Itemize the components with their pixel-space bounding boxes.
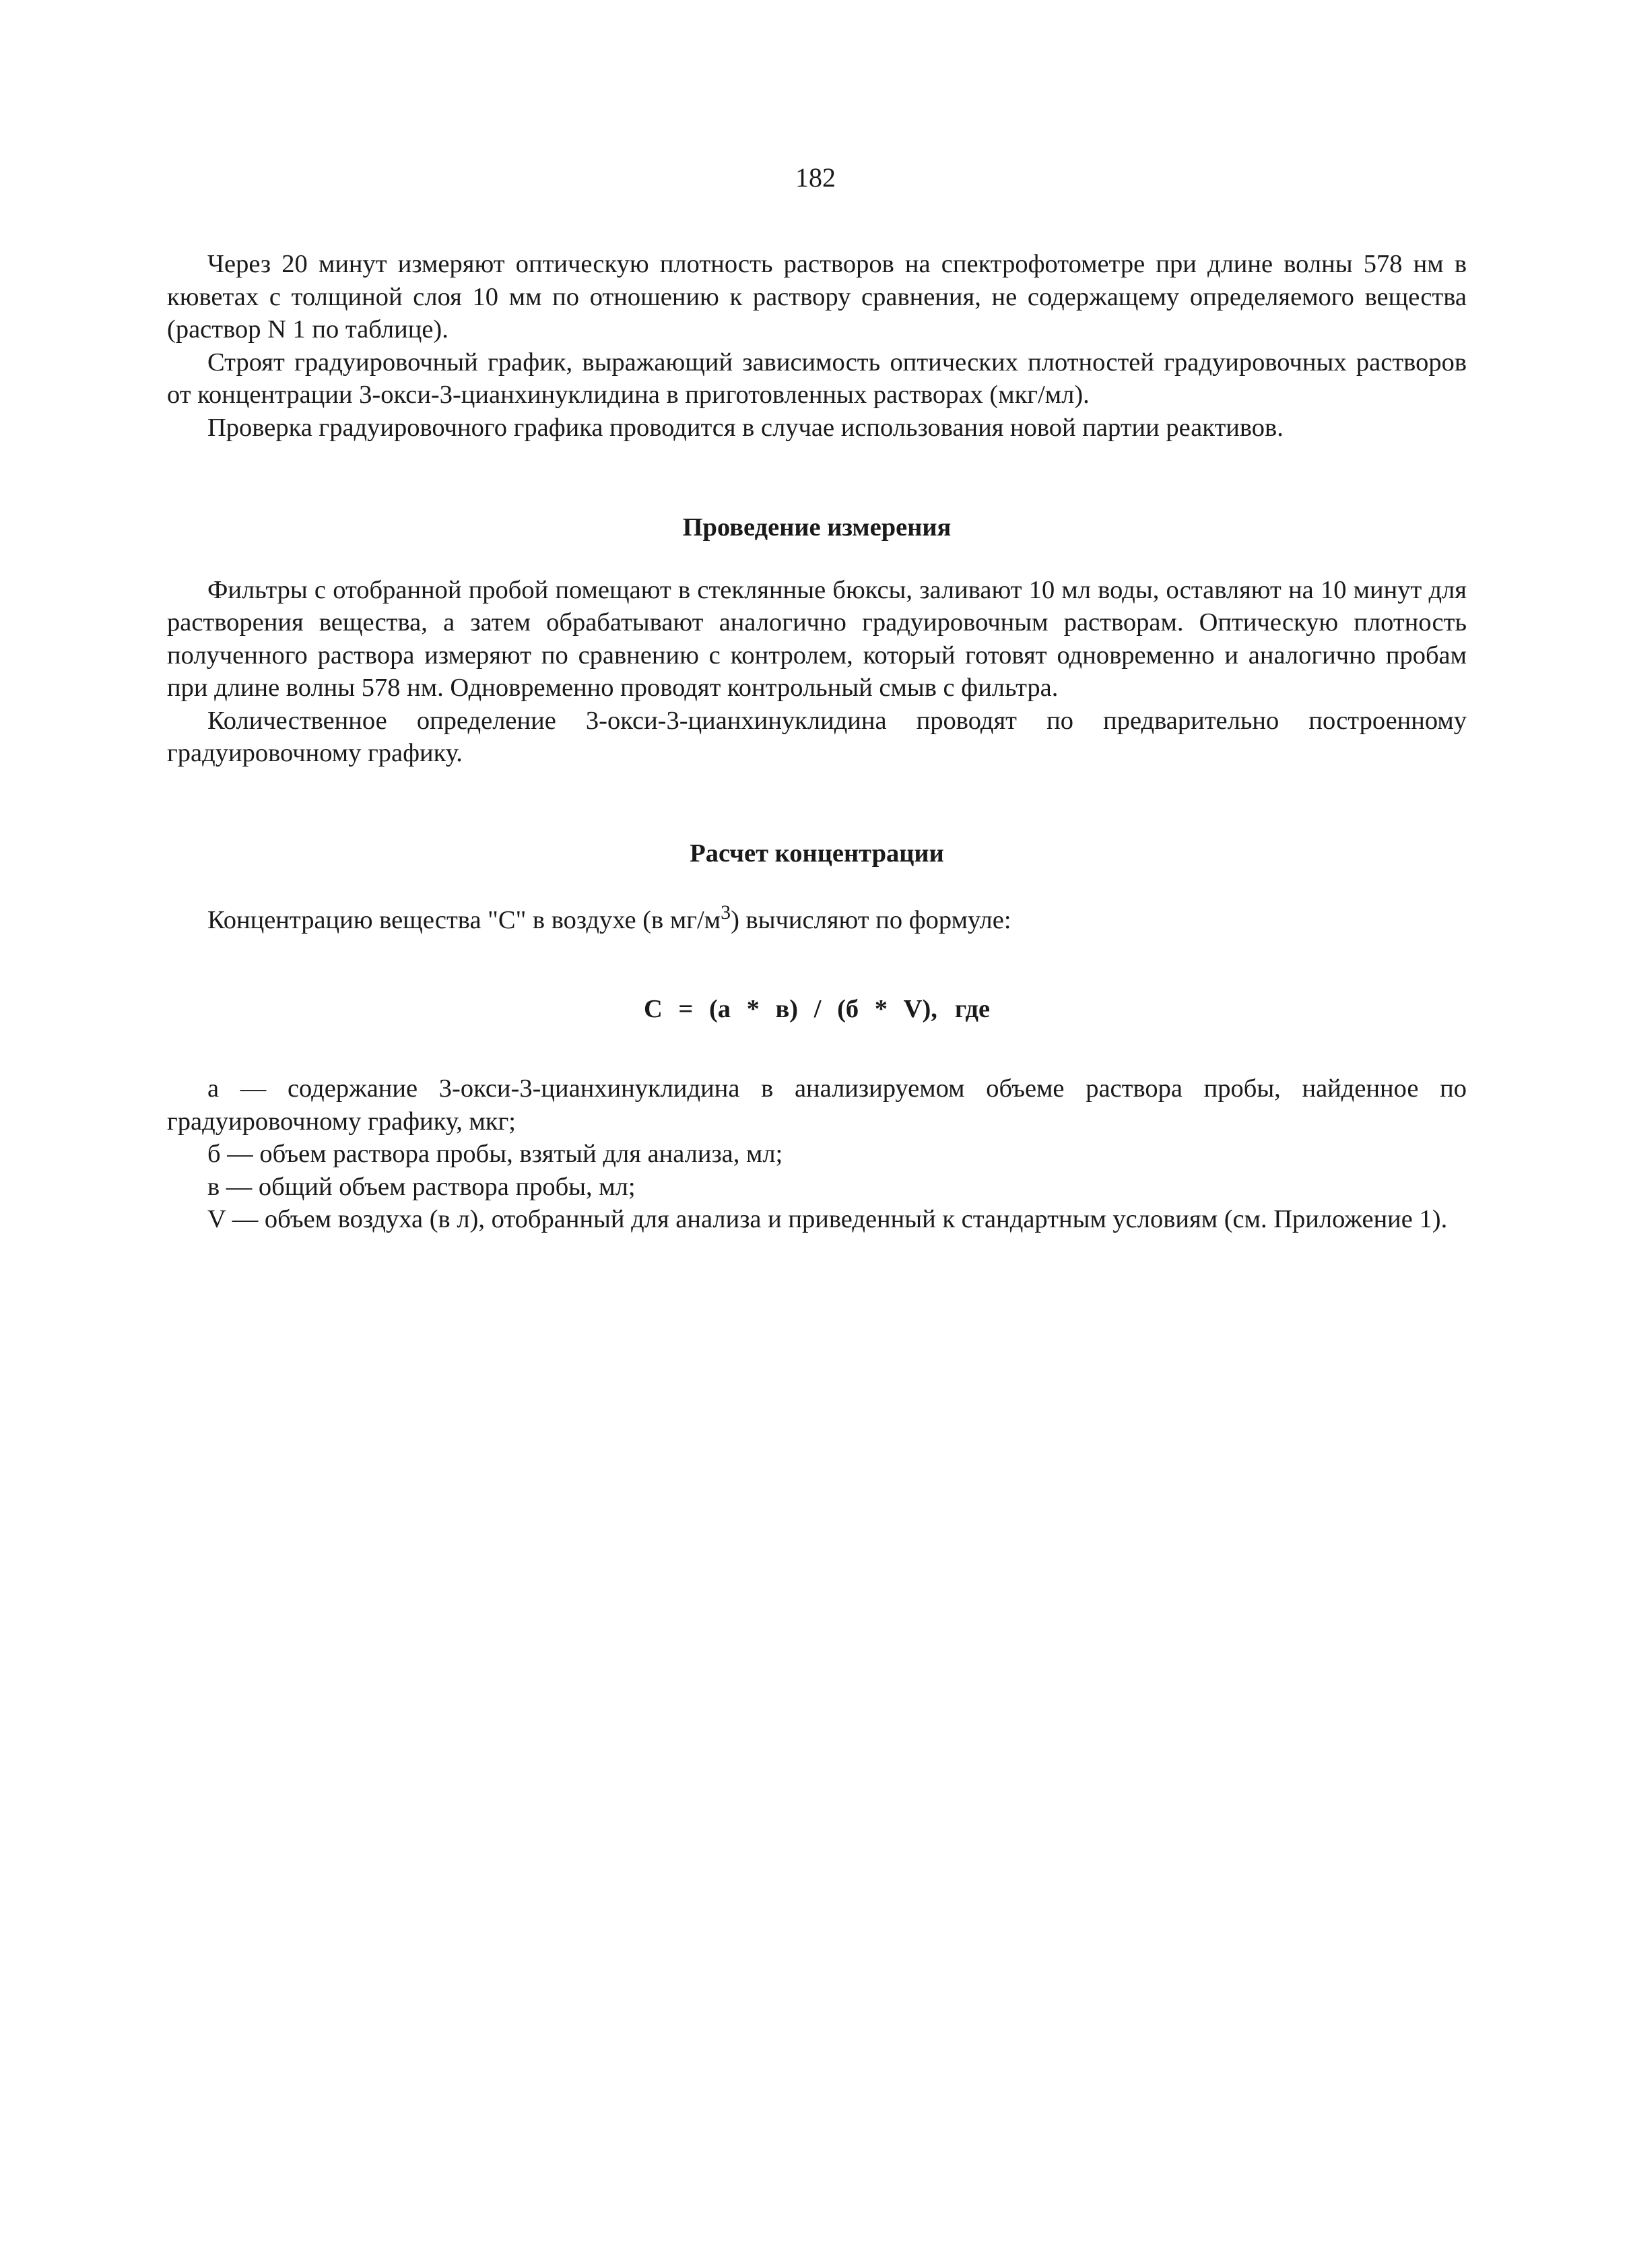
formula-intro [167, 893, 1467, 940]
concentration-formula [167, 993, 1467, 1026]
definition-volume: V — объем воздуха (в л), отобранный для анализа и приведенный к стандартным условиям (см. Приложение 1). [207, 1205, 1448, 1234]
paragraph-quantitative-determination: Количественное определение 3-окси-3-цианхинуклидина проводят по предварительно построенному градуировочному графику. [167, 706, 1467, 767]
page-number: 182 [795, 162, 836, 193]
formula-intro-superscript: 3 [721, 901, 731, 924]
definition-v: в — общий объем раствора пробы, мл; [207, 1172, 636, 1201]
formula-intro-text: Концентрацию вещества "С" в воздухе (в мг/м [207, 905, 721, 934]
definition-b: б — объем раствора пробы, взятый для анализа, мл; [207, 1140, 783, 1169]
formula-where: где [954, 994, 991, 1023]
section-heading-measurement: Проведение измерения [682, 513, 952, 542]
definition-a: а — содержание 3-окси-3-цианхинуклидина в анализируемом объеме раствора пробы, найденное по градуировочному графику, мкг; [167, 1074, 1467, 1136]
formula-expression: С = (а * в) / (б * V), [643, 994, 937, 1023]
document-body [167, 248, 1467, 1236]
paragraph-filter-procedure: Фильтры с отобранной пробой помещают в стеклянные бюксы, заливают 10 мл воды, оставляют на 10 минут для растворения вещества, а затем обрабатывают аналогично градуировочным растворам. Оптическую плотность полученного раствора измеряют по сравнению с контролем, который готовят одновременно и аналогично пробам при длине волны 578 нм. Одновременно проводят контрольный смыв с фильтра. [167, 575, 1467, 702]
formula-intro-text-end: ) вычисляют по формуле: [731, 905, 1011, 934]
paragraph-graph-verification: Проверка градуировочного графика проводится в случае использования новой партии реактивов. [207, 413, 1284, 442]
paragraph-measurement-conditions: Через 20 минут измеряют оптическую плотность растворов на спектрофотометре при длине волны 578 нм в кюветах с толщиной слоя 10 мм по отношению к раствору сравнения, не содержащему определяемого вещества (раствор N 1 по таблице). [167, 250, 1467, 344]
paragraph-calibration-graph: Строят градуировочный график, выражающий зависимость оптических плотностей градуировочных растворов от концентрации 3-окси-3-цианхинуклидина в приготовленных растворах (мкг/мл). [167, 348, 1467, 409]
section-heading-calculation: Расчет концентрации [690, 839, 944, 868]
